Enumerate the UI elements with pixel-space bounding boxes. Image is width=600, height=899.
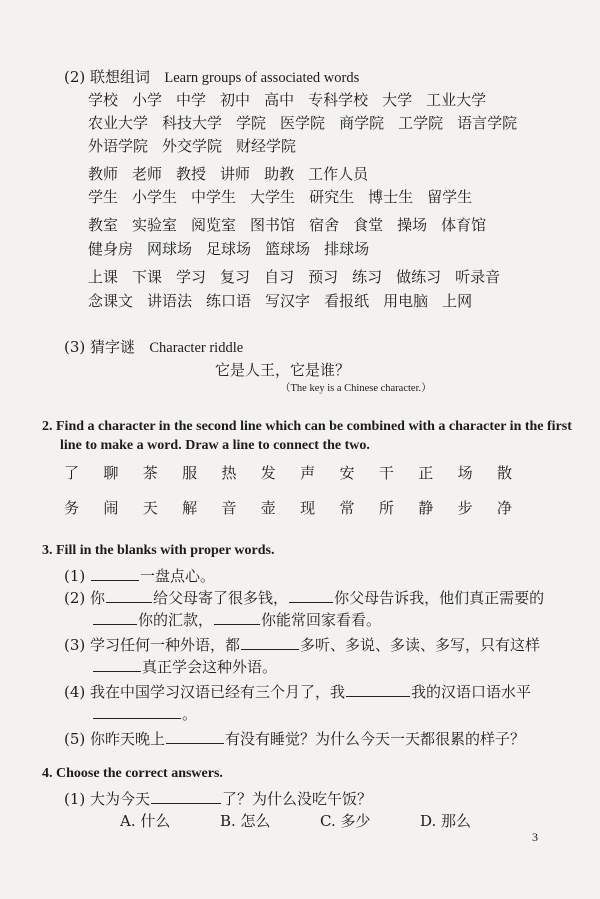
option-b[interactable]: B. 怎么: [220, 812, 271, 830]
char[interactable]: 所: [378, 499, 394, 517]
word: 预习: [308, 268, 339, 286]
word: 工业大学: [426, 91, 487, 109]
word: 讲语法: [147, 292, 193, 310]
char[interactable]: 正: [418, 464, 434, 482]
word: 篮球场: [265, 240, 311, 258]
word: 财经学院: [236, 137, 297, 155]
question-number: (2): [64, 589, 86, 607]
word: 小学: [132, 91, 163, 109]
word: 学生: [88, 188, 119, 206]
answer-blank[interactable]: [93, 657, 141, 672]
word: 学习: [176, 268, 207, 286]
word: 下课: [132, 268, 163, 286]
char[interactable]: 务: [64, 499, 80, 517]
word: 大学生: [250, 188, 296, 206]
answer-blank[interactable]: [106, 588, 152, 603]
page-number: 3: [532, 830, 538, 844]
question-text: 一盘点心。: [140, 567, 216, 585]
exercise-3-question-2-line-1: [64, 587, 544, 608]
word: 博士生: [368, 188, 414, 206]
answer-blank[interactable]: [166, 729, 224, 744]
answer-blank[interactable]: [214, 610, 260, 625]
word: 教师: [88, 165, 119, 183]
section-3-heading: [64, 336, 243, 357]
char[interactable]: 现: [300, 499, 316, 517]
question-text: 学习任何一种外语，都: [90, 636, 241, 654]
char[interactable]: 热: [221, 464, 237, 482]
exercise-4-instruction: 4. Choose the correct answers.: [42, 766, 223, 781]
question-text: 多听、多说、多读、多写，只有这样: [300, 636, 541, 654]
exercise-3-question-5: [64, 728, 525, 749]
char[interactable]: 干: [378, 464, 394, 482]
char[interactable]: 闹: [103, 499, 119, 517]
question-number: (1): [64, 790, 86, 808]
word: 语言学院: [457, 114, 518, 132]
word: 助教: [264, 165, 295, 183]
word: 老师: [132, 165, 163, 183]
char[interactable]: 声: [300, 464, 316, 482]
word: 健身房: [88, 240, 134, 258]
word: 中学: [176, 91, 207, 109]
char[interactable]: 聊: [103, 464, 119, 482]
word: 听录音: [455, 268, 501, 286]
exercise-2-first-line-chars: [64, 462, 512, 483]
word: 大学: [382, 91, 413, 109]
section-2-title-cn: 联想组词: [90, 68, 151, 86]
exercise-3-instruction: 3. Fill in the blanks with proper words.: [42, 543, 275, 558]
word: 高中: [264, 91, 295, 109]
question-number: (5): [64, 730, 86, 748]
word: 练习: [352, 268, 383, 286]
word: 中学生: [191, 188, 237, 206]
section-2-number: (2): [64, 68, 86, 86]
word: 学院: [236, 114, 267, 132]
char[interactable]: 茶: [142, 464, 158, 482]
section-2-heading: [64, 66, 359, 87]
exercise-3-question-4-line-2: [92, 703, 197, 724]
word: 复习: [220, 268, 251, 286]
question-text: 你: [90, 589, 106, 607]
char[interactable]: 静: [418, 499, 434, 517]
exercise-2-instruction-line-1: 2. Find a character in the second line which can be combined with a character in the first: [42, 419, 572, 434]
word: 排球场: [324, 240, 370, 258]
riddle-note: （The key is a Chinese character.）: [280, 383, 432, 394]
word-row-7: [88, 238, 383, 259]
word: 医学院: [280, 114, 326, 132]
answer-blank[interactable]: [93, 704, 181, 719]
word: 写汉字: [265, 292, 311, 310]
char[interactable]: 发: [260, 464, 276, 482]
answer-blank[interactable]: [151, 789, 221, 804]
char[interactable]: 了: [64, 464, 80, 482]
word: 实验室: [132, 216, 178, 234]
question-text: 大为今天: [90, 790, 151, 808]
word-row-1: [88, 89, 500, 110]
section-3-title-en: Character riddle: [149, 340, 244, 356]
word: 做练习: [396, 268, 442, 286]
section-3-title-cn: 猜字谜: [90, 338, 136, 356]
word: 练口语: [206, 292, 252, 310]
answer-blank[interactable]: [93, 610, 137, 625]
word: 用电脑: [383, 292, 429, 310]
word: 外交学院: [162, 137, 223, 155]
char[interactable]: 音: [221, 499, 237, 517]
question-text: 你的汇款，: [138, 611, 214, 629]
word: 专科学校: [308, 91, 369, 109]
char[interactable]: 净: [496, 499, 512, 517]
word: 工学院: [398, 114, 444, 132]
question-number: (4): [64, 683, 86, 701]
char[interactable]: 壶: [260, 499, 276, 517]
question-text: 了？为什么没吃午饭？: [222, 790, 373, 808]
word: 宿舍: [309, 216, 340, 234]
word-row-6: [88, 214, 500, 235]
word: 念课文: [88, 292, 134, 310]
word: 留学生: [427, 188, 473, 206]
option-a[interactable]: A. 什么: [120, 812, 171, 830]
word: 教室: [88, 216, 119, 234]
word: 操场: [397, 216, 428, 234]
word: 看报纸: [324, 292, 370, 310]
word: 阅览室: [191, 216, 237, 234]
riddle-text: 它是人王，它是谁？: [215, 361, 351, 379]
question-text: 。: [182, 705, 198, 723]
question-text: 有没有睡觉？为什么今天一天都很累的样子？: [225, 730, 526, 748]
exercise-4-question-1-options: [120, 810, 520, 831]
question-text: 你父母告诉我，他们真正需要的: [334, 589, 545, 607]
word: 食堂: [353, 216, 384, 234]
char[interactable]: 天: [142, 499, 158, 517]
option-c[interactable]: C. 多少: [320, 812, 371, 830]
exercise-3-question-3-line-2: [92, 656, 277, 677]
word: 上网: [442, 292, 473, 310]
char[interactable]: 常: [339, 499, 355, 517]
word-row-3: [88, 135, 310, 156]
word: 图书馆: [250, 216, 296, 234]
answer-blank[interactable]: [289, 588, 333, 603]
exercise-4-question-1: [64, 788, 372, 809]
exercise-3-question-1: [64, 565, 215, 586]
section-3-number: (3): [64, 338, 86, 356]
exercise-3-question-2-line-2: [92, 609, 381, 630]
char[interactable]: 解: [182, 499, 198, 517]
char[interactable]: 步: [457, 499, 473, 517]
word: 外语学院: [88, 137, 149, 155]
exercise-3-question-4-line-1: [64, 681, 531, 702]
word: 讲师: [220, 165, 251, 183]
char[interactable]: 服: [182, 464, 198, 482]
question-text: 我在中国学习汉语已经有三个月了，我: [90, 683, 346, 701]
word-row-4: [88, 163, 382, 184]
char[interactable]: 安: [339, 464, 355, 482]
word: 学校: [88, 91, 119, 109]
question-text: 你能常回家看看。: [261, 611, 382, 629]
word: 教授: [176, 165, 207, 183]
word: 自习: [264, 268, 295, 286]
char[interactable]: 场: [457, 464, 473, 482]
word: 足球场: [206, 240, 252, 258]
answer-blank[interactable]: [241, 635, 299, 650]
word: 工作人员: [308, 165, 369, 183]
exercise-3-question-3-line-1: [64, 634, 540, 655]
question-text: 你昨天晚上: [90, 730, 166, 748]
section-2-title-en: Learn groups of associated words: [164, 70, 360, 86]
exercise-2-second-line-chars: [64, 497, 512, 518]
word: 科技大学: [162, 114, 223, 132]
word-row-5: [88, 186, 486, 207]
word: 小学生: [132, 188, 178, 206]
question-number: (3): [64, 636, 86, 654]
answer-blank[interactable]: [346, 682, 410, 697]
word-row-8: [88, 266, 514, 287]
word-row-9: [88, 290, 486, 311]
question-text: 我的汉语口语水平: [411, 683, 532, 701]
option-d[interactable]: D. 那么: [420, 812, 472, 830]
word: 商学院: [339, 114, 385, 132]
word: 上课: [88, 268, 119, 286]
question-text: 给父母寄了很多钱，: [153, 589, 289, 607]
exercise-2-instruction-line-2: line to make a word. Draw a line to connect the two.: [60, 438, 370, 453]
question-text: 真正学会这种外语。: [142, 658, 278, 676]
char[interactable]: 散: [496, 464, 512, 482]
answer-blank[interactable]: [91, 566, 139, 581]
word-row-2: [88, 112, 531, 133]
word: 农业大学: [88, 114, 149, 132]
word: 体育馆: [441, 216, 487, 234]
question-number: (1): [64, 567, 86, 585]
word: 研究生: [309, 188, 355, 206]
word: 初中: [220, 91, 251, 109]
word: 网球场: [147, 240, 193, 258]
